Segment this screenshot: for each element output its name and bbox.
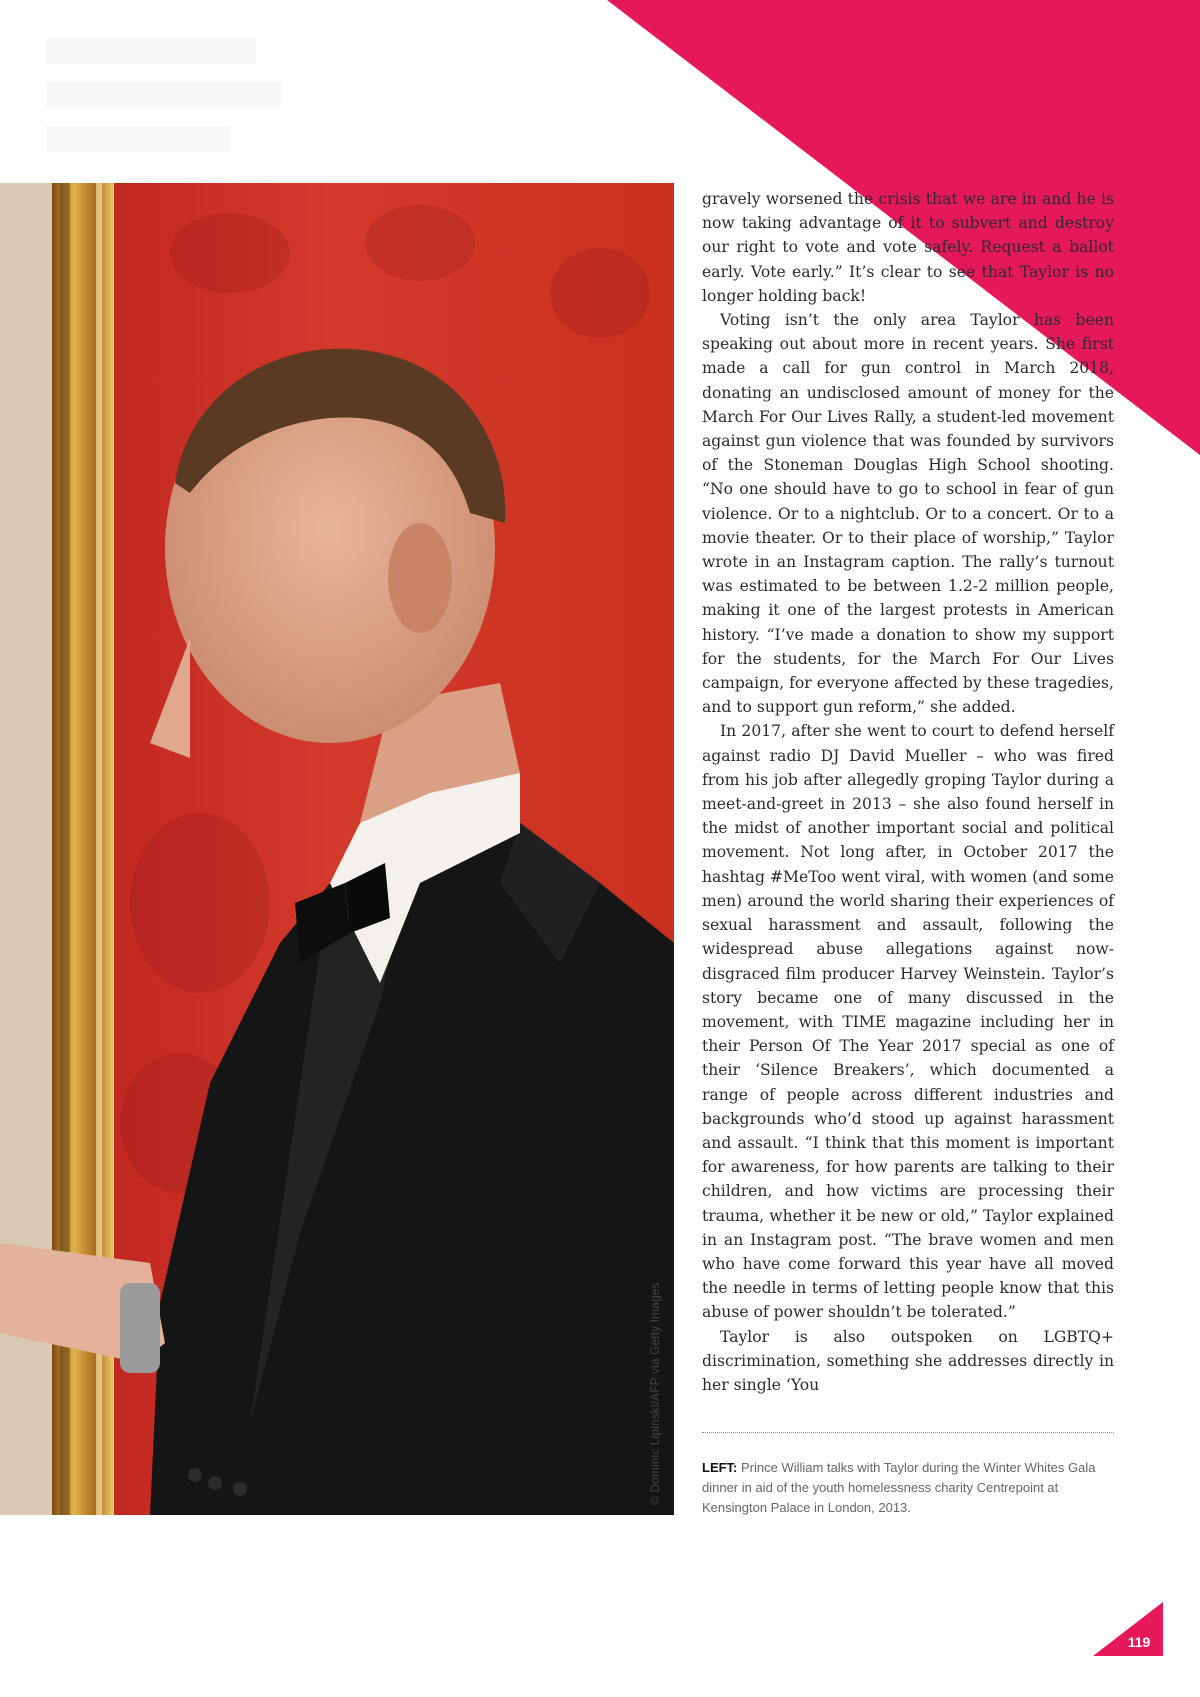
article-paragraph: Taylor is also outspoken on LGBTQ+ discrimination, something she addresses directly in her single ‘You: [702, 1327, 1114, 1394]
photo-caption: [702, 1458, 1114, 1518]
photo-credit: © Dominic Lipinski/AFP via Getty Images: [648, 1282, 662, 1505]
article-paragraph: Voting isn’t the only area Taylor has been speaking out about more in recent years. She first made a call for gun control in March 2018, donating an undisclosed amount of money for the March For Our Lives Rally, a student-led movement against gun violence that was founded by survivors of the Stoneman Douglas High School shooting. “No one should have to go to school in fear of gun violence. Or to a nightclub. Or to a concert. Or to a movie theater. Or to their place of worship,” Taylor wrote in an Instagram caption. The rally’s turnout was estimated to be between 1.2-2 million people, making it one of the largest protests in American history. “I’ve made a donation to show my support for the students, for the March For Our Lives campaign, for everyone affected by these tragedies, and to support gun reform,” she added.: [702, 311, 1114, 717]
article-body: [702, 187, 1114, 1397]
article-paragraph: gravely worsened the crisis that we are in and he is now taking advantage of it to subvert and destroy our right to vote and vote safely. Request a ballot early. Vote early.” It’s clear to see that Taylor is no longer holding back!: [702, 190, 1114, 305]
caption-text: Prince William talks with Taylor during the Winter Whites Gala dinner in aid of the youth homelessness charity Centrepoint at Kensington Palace in London, 2013.: [702, 1460, 1096, 1515]
page-number: 119: [1127, 1634, 1151, 1650]
faded-heading-decoration: [46, 30, 326, 160]
article-paragraph: In 2017, after she went to court to defend herself against radio DJ David Mueller – who was fired from his job after allegedly groping Taylor during a meet-and-greet in 2013 – she also found herself in the midst of another important social and political movement. Not long after, in October 2017 the hashtag #MeToo went viral, with women (and some men) around the world sharing their experiences of sexual harassment and assault, following the widespread abuse allegations against now-disgraced film producer Harvey Weinstein. Taylor’s story became one of many discussed in the movement, with TIME magazine including her in their Person Of The Year 2017 special as one of their ‘Silence Breakers’, which documented a range of people across different industries and backgrounds who’d stood up against harassment and assault. “I think that this moment is important for awareness, for how parents are talking to their children, and how victims are processing their trauma, whether it be new or old,” Taylor explained in an Instagram post. “The brave women and men who have come forward this year have all moved the needle in terms of letting people know that this abuse of power shouldn’t be tolerated.”: [702, 722, 1114, 1322]
caption-divider: [702, 1432, 1114, 1433]
article-photo: [0, 183, 674, 1515]
caption-label: LEFT:: [702, 1460, 738, 1475]
